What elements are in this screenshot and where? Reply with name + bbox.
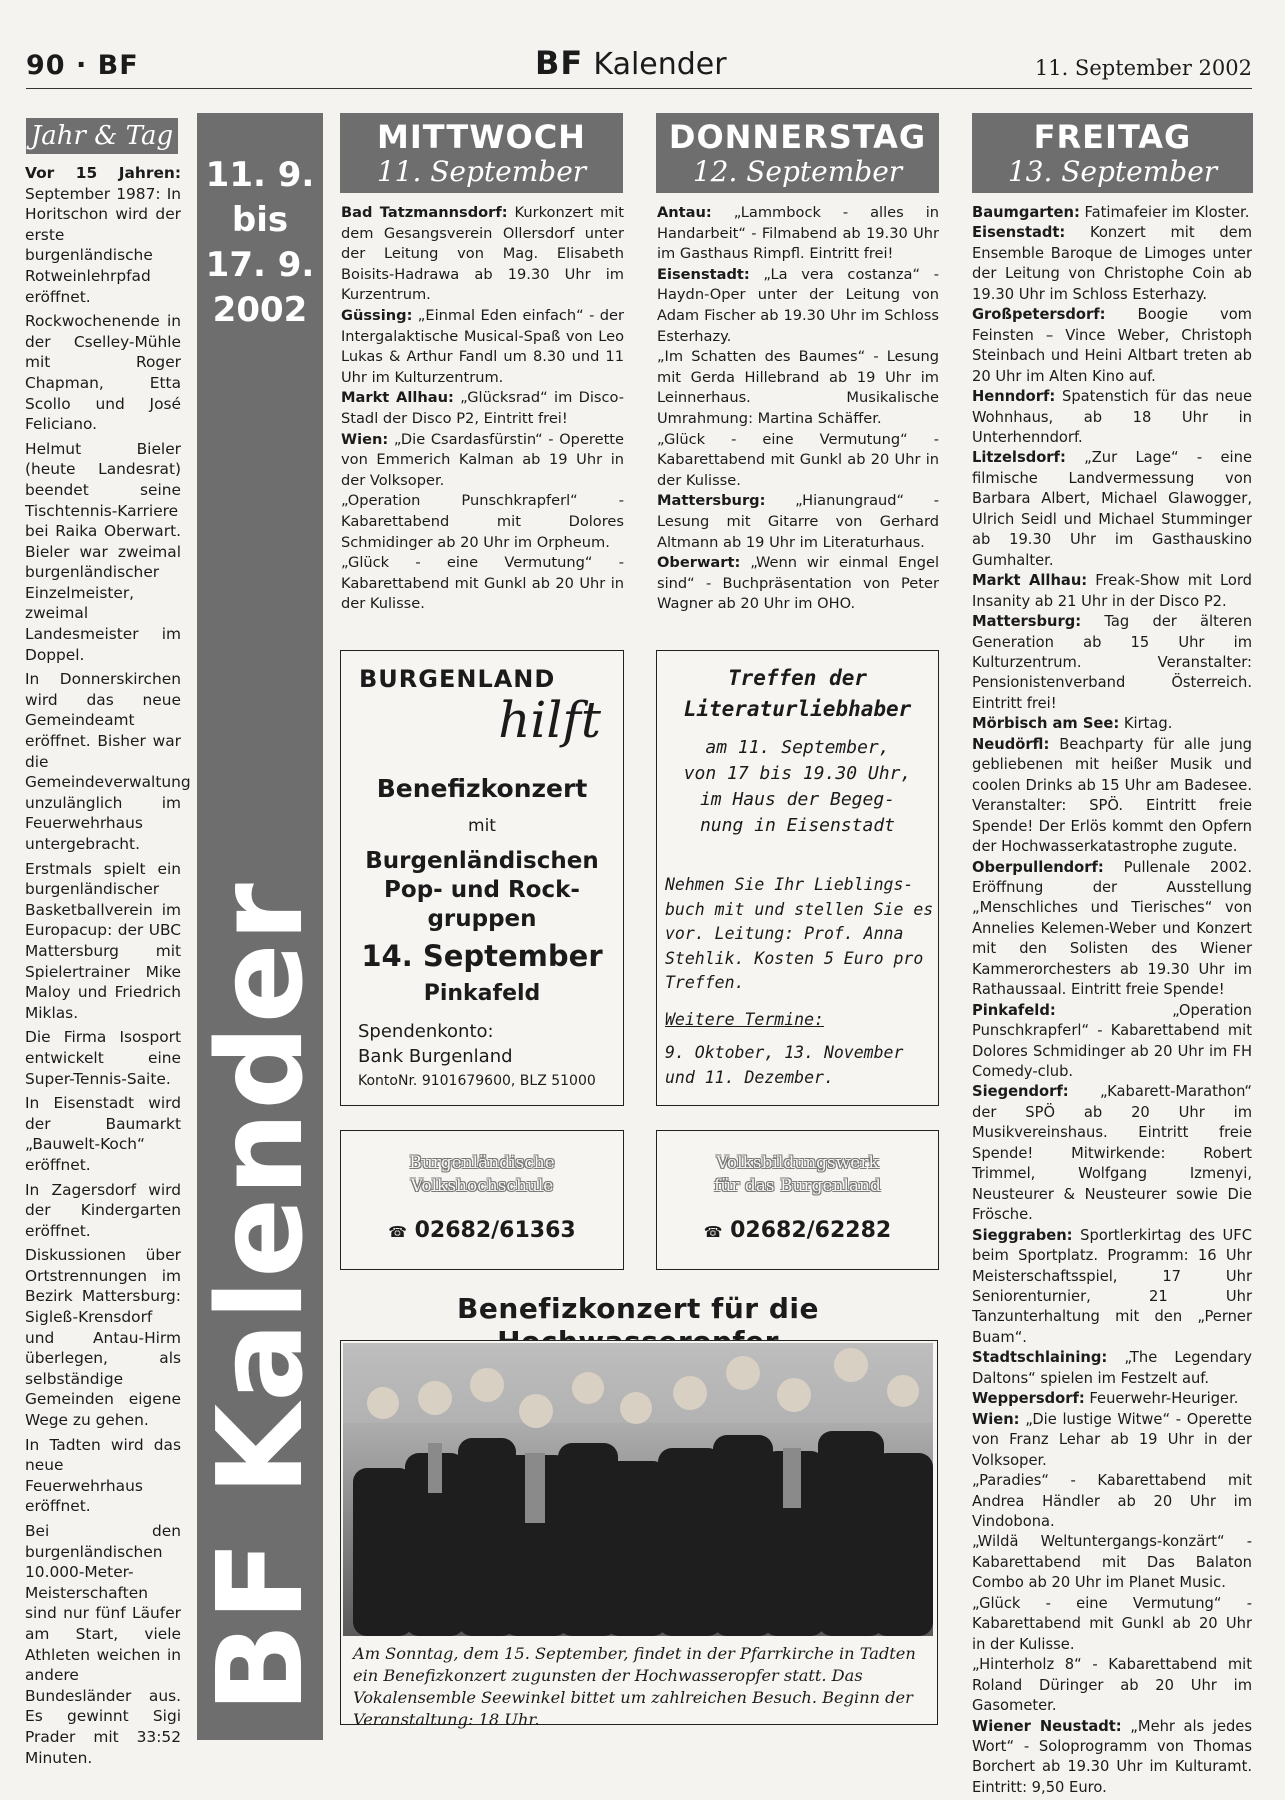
event-entry bbox=[972, 1471, 1252, 1532]
ad-text-line: nung in Eisenstadt bbox=[699, 815, 896, 836]
event-entry bbox=[972, 858, 1252, 1001]
page-number: 90 · BF bbox=[26, 50, 139, 81]
event-text: „La vera costanza“ - Haydn-Oper unter der Leitung von Adam Fischer ab 19.30 Uhr im Schloss Esterhazy. bbox=[657, 265, 940, 345]
event-text: „Einmal Eden einfach“ - der Intergalaktische Musical-Spaß von Leo Lukas & Arthur Fandl um 8.30 und 11 Uhr im Kulturzentrum. bbox=[341, 306, 624, 386]
ad-phone: ☎ 02682/62282 bbox=[703, 1218, 892, 1243]
event-entry bbox=[972, 448, 1252, 571]
jahr-tag-item: In Zagersdorf wird der Kindergarten eröffnet. bbox=[25, 1180, 181, 1240]
event-entry bbox=[657, 553, 939, 615]
day-header-wednesday: MITTWOCH 11. September bbox=[340, 113, 623, 193]
event-entry bbox=[657, 491, 939, 553]
event-place: Antau: bbox=[657, 204, 712, 221]
event-place: Stadtschlaining: bbox=[972, 1349, 1108, 1367]
ad-text-line: Treffen. bbox=[665, 973, 745, 992]
ad-place: Pinkafeld bbox=[423, 981, 541, 1006]
event-entry bbox=[972, 305, 1252, 387]
jahr-tag-item: Erstmals spielt ein burgenländischer Basketballverein im Europacup: der UBC Mattersburg mit Spielertrainer Mike Maloy und Friedrich Miklas. bbox=[25, 859, 181, 1022]
event-text: Tag der älteren Generation ab 15 Uhr im Kulturzentrum. Veranstalter: Pensionistenverband Österreich. Eintritt frei! bbox=[972, 613, 1252, 712]
ad-org-name: Burgenländische Volkshochschule bbox=[409, 1153, 555, 1196]
event-entry bbox=[341, 203, 624, 306]
event-place: Neudörfl: bbox=[972, 735, 1050, 753]
jahr-tag-item: Vor 15 Jahren: September 1987: In Horitschon wird der erste burgenländische Rotweinlehrpfad eröffnet. bbox=[25, 164, 181, 306]
event-text: Beachparty für alle jung gebliebenen mit heißer Musik und coolen Drinks ab 15 Uhr am Badesee. Veranstalter: SPÖ. Eintritt freie Spende! Der Erlös kommt den Opfern der Hochwasserkatastrophe zugute. bbox=[972, 735, 1252, 856]
event-entry bbox=[972, 223, 1252, 305]
ad-text-line: vor. Leitung: Prof. Anna bbox=[665, 924, 904, 943]
ad-volkshochschule bbox=[340, 1130, 624, 1270]
event-entry bbox=[341, 491, 624, 553]
event-entry bbox=[972, 387, 1252, 448]
ad-phone: ☎ 02682/61363 bbox=[388, 1218, 576, 1243]
event-text: „Glücksrad“ im Disco-Stadl der Disco P2, Eintritt frei! bbox=[341, 389, 625, 427]
photo-caption: Am Sonntag, dem 15. September, findet in der Pfarrkirche in Tadten ein Benefizkonzert zugunsten der Hochwasseropfer statt. Das Vokalensemble Seewinkel bittet um zahlreichen Besuch. Beginn der Veranstaltung: 18 Uhr. bbox=[353, 1644, 916, 1729]
event-place: Mattersburg: bbox=[972, 613, 1082, 631]
ad-text-line: 9. Oktober, 13. November bbox=[665, 1043, 904, 1062]
event-place: Siegendorf: bbox=[972, 1083, 1069, 1101]
jahr-tag-item: Diskussionen über Ortstrennungen im Bezirk Mattersburg: Sigleß-Krensdorf und Antau-Hirm überlegen, als selbständige Gemeinden eigene Wege zu gehen. bbox=[25, 1246, 181, 1430]
event-text: Sportlerkirtag des UFC beim Sportplatz. Programm: 16 Uhr Meisterschaftsspiel, 17 Uhr Seniorenturnier, 21 Uhr Tanzunterhaltung mit den „Perner Buam“. bbox=[972, 1226, 1252, 1346]
event-text: „Operation Punschkrapferl“ - Kabarettabend mit Dolores Schmidinger ab 20 Uhr im Orpheum. bbox=[341, 492, 624, 551]
event-entry bbox=[341, 306, 624, 388]
ad-title: Treffen der Literaturliebhaber bbox=[683, 666, 912, 721]
event-text: Fatimafeier im Kloster. bbox=[1084, 204, 1250, 221]
ad-text bbox=[657, 735, 938, 839]
event-text: „Wildä Weltuntergangs-konzärt“ - Kabarettabend mit Das Balaton Combo ab 20 Uhr im Planet Music. bbox=[972, 1533, 1252, 1592]
event-entry bbox=[657, 265, 939, 347]
phone-icon: ☎ bbox=[703, 1223, 723, 1241]
ad-text-line: von 17 bis 19.30 Uhr, bbox=[683, 763, 912, 784]
jahr-tag-item: In Tadten wird das neue Feuerwehrhaus eröffnet. bbox=[25, 1435, 181, 1516]
event-entry bbox=[341, 388, 624, 429]
event-place: Litzelsdorf: bbox=[972, 449, 1066, 467]
header-rule bbox=[26, 88, 1252, 89]
event-entry bbox=[972, 1594, 1252, 1655]
event-text: Pullenale 2002. Eröffnung der Ausstellung „Menschliches und Tierisches“ von Annelies Kelemen-Weber und Konzert mit den Solisten des Wiener Kammerorchesters ab 19.30 Uhr im Rathaussaal. Eintritt freie Spende! bbox=[972, 858, 1253, 999]
events-wednesday bbox=[341, 203, 624, 615]
event-place: Bad Tatzmannsdorf: bbox=[341, 204, 508, 221]
photo-headline: Benefizkonzert für die bbox=[457, 1292, 819, 1325]
event-text: „Paradies“ - Kabarettabend mit Andrea Händler ab 20 Uhr im Vindobona. bbox=[972, 1472, 1252, 1530]
event-text: „Glück - eine Vermutung“ - Kabarettabend mit Gunkl ab 20 Uhr in der Kulisse. bbox=[972, 1594, 1252, 1653]
banner-vertical-title: BF Kalender bbox=[191, 881, 329, 1713]
event-entry bbox=[972, 1348, 1252, 1389]
event-place: Mattersburg: bbox=[657, 492, 766, 510]
ad-text-line: am 11. September, bbox=[705, 737, 890, 758]
event-entry bbox=[341, 553, 624, 615]
ad-text-line: im Haus der Begeg- bbox=[699, 789, 896, 810]
event-place: Sieggraben: bbox=[972, 1226, 1073, 1244]
event-entry bbox=[972, 203, 1252, 223]
event-entry bbox=[972, 612, 1252, 714]
ad-title: BURGENLAND bbox=[359, 665, 556, 693]
event-entry bbox=[972, 1082, 1252, 1225]
event-entry bbox=[972, 1001, 1252, 1083]
banner-bis: bis bbox=[231, 200, 289, 240]
ad-date: 14. September bbox=[361, 939, 603, 973]
jahr-tag-item: In Eisenstadt wird der Baumarkt „Bauwelt-Koch“ eröffnet. bbox=[25, 1094, 181, 1174]
event-place: Markt Allhau: bbox=[972, 572, 1088, 590]
event-text: „Im Schatten des Baumes“ - Lesung mit Gerda Hillebrand ab 19 Uhr im Leinnerhaus. Musikalische Umrahmung: Martina Schäffer. bbox=[657, 348, 939, 427]
ad-text bbox=[665, 873, 935, 996]
ad-text-line: Stehlik. Kosten 5 Euro pro bbox=[665, 948, 924, 968]
event-entry bbox=[972, 1226, 1252, 1349]
ad-more-dates bbox=[665, 1041, 903, 1090]
event-place: Henndorf: bbox=[972, 388, 1056, 406]
event-text: „Operation Punschkrapferl“ - Kabarettabend mit Dolores Schmidinger ab 20 Uhr im FH Comedy-club. bbox=[972, 1001, 1252, 1081]
event-text: „Wenn wir einmal Engel sind“ - Buchpräsentation von Peter Wagner ab 20 Uhr im OHO. bbox=[657, 554, 940, 613]
event-entry bbox=[657, 203, 939, 265]
ad-text-line: buch mit und stellen Sie es bbox=[665, 899, 934, 919]
event-entry bbox=[657, 430, 939, 492]
event-place: Eisenstadt: bbox=[972, 224, 1066, 242]
banner-date-to: 17. 9. bbox=[205, 245, 315, 285]
event-text: Kurkonzert mit dem Gesangsverein Ollersdorf unter der Leitung von Mag. Elisabeth Boisits-Hadrawa ab 19.30 Uhr im Kurzentrum. bbox=[341, 204, 624, 304]
ad-text-line: und 11. Dezember. bbox=[665, 1067, 834, 1087]
event-text: „Glück - eine Vermutung“ - Kabarettabend mit Gunkl ab 20 Uhr in der Kulisse. bbox=[341, 554, 624, 613]
ad-org-name: Volksbildungswerk für das Burgenland bbox=[714, 1153, 881, 1196]
event-text: „Mehr als jedes Wort“ - Soloprogramm von Thomas Borchert ab 19.30 Uhr im Kulturamt. Eintritt: 9,50 Euro. bbox=[972, 1717, 1252, 1796]
event-text: „Kabarett-Marathon“ der SPÖ ab 20 Uhr im Musikvereinshaus. Eintritt freie Spende! Mitwirkende: Robert Trimmel, Wolfgang Izmenyi, Neusteurer & Neusteurer sowie Die Frösche. bbox=[972, 1083, 1252, 1224]
event-entry bbox=[972, 571, 1252, 612]
event-entry bbox=[341, 430, 624, 492]
photo-box bbox=[340, 1340, 938, 1729]
event-place: Pinkafeld: bbox=[972, 1001, 1056, 1019]
ad-line: Burgenländischen bbox=[365, 848, 599, 874]
events-thursday bbox=[657, 203, 939, 615]
ad-volksbildungswerk bbox=[656, 1130, 939, 1270]
event-text: „Zur Lage“ - eine filmische Landvermessung von Barbara Albert, Michael Glawogger, Ulrich Seidl und Michael Stumminger ab 19.30 Uhr im Gasthauskino Gumhalter. bbox=[972, 449, 1252, 569]
event-text: „The Legendary Daltons“ spielen im Festzelt auf. bbox=[972, 1349, 1252, 1387]
event-text: Konzert mit dem Ensemble Baroque de Limoges unter der Leitung von Christophe Coin ab 19.30 Uhr im Schloss Esterhazy. bbox=[972, 224, 1253, 303]
jahr-tag-item: Die Firma Isosport entwickelt eine Super-Tennis-Saite. bbox=[25, 1028, 181, 1088]
jahr-tag-item: Bei den burgenländischen 10.000-Meter-Meisterschaften sind nur fünf Läufer am Start, viele Athleten weichen in andere Bundesländer aus. Es gewinnt Sigi Prader mit 33:52 Minuten. bbox=[25, 1522, 181, 1767]
events-friday bbox=[972, 203, 1252, 1798]
event-place: Oberpullendorf: bbox=[972, 858, 1104, 876]
event-place: Wiener Neustadt: bbox=[972, 1717, 1122, 1735]
kalender-banner bbox=[191, 113, 329, 1740]
event-place: Güssing: bbox=[341, 306, 413, 324]
issue-date: 11. September 2002 bbox=[1034, 56, 1252, 80]
event-text: „Glück - eine Vermutung“ - Kabarettabend mit Gunkl ab 20 Uhr in der Kulisse. bbox=[657, 430, 939, 489]
event-entry bbox=[972, 1410, 1252, 1471]
event-place: Mörbisch am See: bbox=[972, 715, 1120, 733]
ad-line: Benefizkonzert bbox=[376, 774, 588, 803]
event-entry bbox=[972, 1717, 1252, 1799]
ad-line: gruppen bbox=[427, 906, 537, 932]
event-place: Weppersdorf: bbox=[972, 1390, 1085, 1408]
jahr-tag-item: Rockwochenende in der Cselley-Mühle mit Roger Chapman, Etta Scollo und José Feliciano. bbox=[25, 312, 181, 434]
event-entry bbox=[657, 347, 939, 429]
jahr-tag-item: In Donnerskirchen wird das neue Gemeindeamt eröffnet. Bisher war die Gemeindeverwaltung unzulänglich im Feuerwehrhaus untergebracht. bbox=[25, 670, 191, 853]
banner-date-range bbox=[197, 153, 323, 333]
event-entry bbox=[972, 735, 1252, 858]
choir-group-photo bbox=[343, 1343, 933, 1636]
ad-script: hilft bbox=[498, 691, 601, 749]
event-place: Markt Allhau: bbox=[341, 389, 454, 407]
event-text: Spatenstich für das neue Wohnhaus, ab 18 Uhr in Unterhenndorf. bbox=[972, 388, 1252, 446]
day-header-thursday: DONNERSTAG 12. September bbox=[656, 113, 939, 193]
ad-account: Spendenkonto: Bank Burgenland KontoNr. 9101679600, BLZ 51000 bbox=[358, 1021, 596, 1089]
event-text: „Hianungraud“ - Lesung mit Gitarre von Gerhard Altmann ab 19 Uhr im Literaturhaus. bbox=[657, 492, 939, 551]
event-place: Oberwart: bbox=[657, 554, 741, 572]
event-place: Eisenstadt: bbox=[657, 265, 750, 283]
event-text: Boogie vom Feinsten – Vince Weber, Christoph Steinbach und Heini Altbart treten ab 20 Uhr im Alten Kino auf. bbox=[972, 306, 1252, 385]
event-entry bbox=[972, 1389, 1252, 1409]
jahr-tag-item: Helmut Bieler (heute Landesrat) beendet seine Tischtennis-Karriere bei Raika Oberwart. Bieler war zweimal burgenländischer Einzelmeister, zweimal Landesmeister im Doppel. bbox=[25, 439, 181, 664]
section-title: BF Kalender bbox=[535, 44, 727, 82]
event-text: Freak-Show mit Lord Insanity ab 21 Uhr in der Disco P2. bbox=[972, 572, 1252, 610]
event-place: Wien: bbox=[341, 430, 389, 448]
ad-line: Pop- und Rock- bbox=[384, 877, 580, 903]
event-text: „Hinterholz 8“ - Kabarettabend mit Roland Düringer ab 20 Uhr im Gasometer. bbox=[972, 1656, 1252, 1715]
event-entry bbox=[972, 1655, 1252, 1716]
event-text: „Die Csardasfürstin“ - Operette von Emmerich Kalman ab 19 Uhr in der Volksoper. bbox=[341, 430, 625, 489]
event-place: Baumgarten: bbox=[972, 204, 1080, 221]
jahr-tag-heading: Jahr & Tag bbox=[24, 116, 180, 156]
ad-more-label: Weitere Termine: bbox=[665, 1010, 824, 1029]
event-place: Großpetersdorf: bbox=[972, 306, 1106, 324]
jahr-tag-column bbox=[25, 163, 191, 1772]
event-entry bbox=[972, 714, 1252, 734]
event-entry bbox=[972, 1532, 1252, 1593]
phone-icon: ☎ bbox=[388, 1223, 407, 1241]
event-text: Kirtag. bbox=[1123, 715, 1173, 733]
event-text: „Lammbock - alles in Handarbeit“ - Filmabend ab 19.30 Uhr im Gasthaus Rimpfl. Eintritt frei! bbox=[657, 204, 939, 263]
ad-literaturliebhaber bbox=[656, 650, 939, 1106]
ad-burgenland-hilft bbox=[340, 650, 624, 1106]
ad-text-line: Nehmen Sie Ihr Lieblings- bbox=[665, 875, 914, 894]
banner-date-from: 11. 9. bbox=[205, 155, 315, 195]
ad-line: mit bbox=[468, 816, 496, 836]
event-text: „Die lustige Witwe“ - Operette von Franz Lehar ab 19 Uhr in der Volksoper. bbox=[972, 1410, 1252, 1469]
banner-year: 2002 bbox=[212, 290, 308, 330]
event-text: Feuerwehr-Heuriger. bbox=[1089, 1390, 1239, 1408]
day-header-friday: FREITAG 13. September bbox=[972, 113, 1253, 193]
event-place: Wien: bbox=[972, 1410, 1020, 1428]
